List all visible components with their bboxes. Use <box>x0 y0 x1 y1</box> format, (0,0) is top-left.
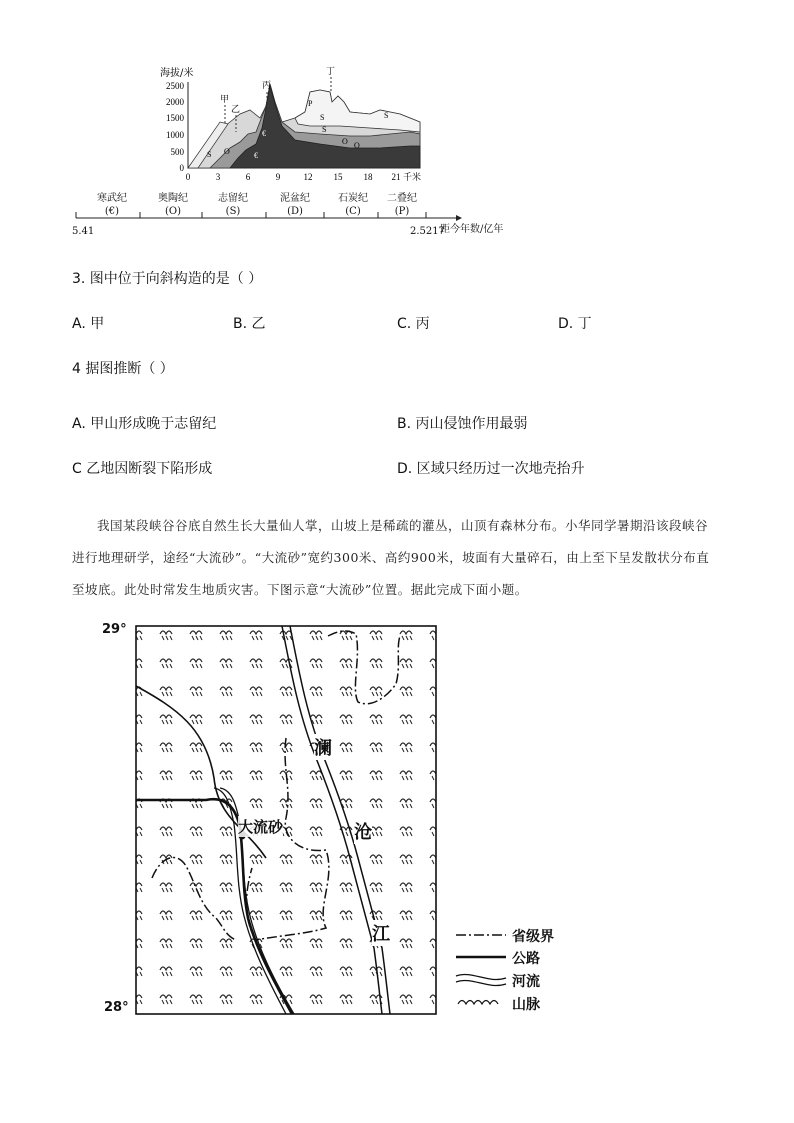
x-tick: 21 <box>391 172 401 182</box>
peak-label-jia: 甲 <box>220 94 230 104</box>
legend-river-symbol <box>456 974 506 985</box>
q4-option-c[interactable]: C 乙地因断裂下陷形成 <box>72 461 213 477</box>
y-tick: 2500 <box>166 81 184 91</box>
strata-mark: S <box>320 113 325 122</box>
legend-label-boundary: 省级界 <box>512 929 554 945</box>
y-axis-label: 海拔/米 <box>160 68 194 79</box>
strata-mark: € <box>262 129 266 138</box>
legend-label-road: 公路 <box>512 951 540 967</box>
x-tick: 18 <box>363 172 373 182</box>
river-char: 沧 <box>354 818 372 844</box>
legend-mountain-symbol <box>458 1001 498 1005</box>
period-ordovician: 奥陶纪 (O) <box>158 193 188 217</box>
map-figure <box>96 618 596 1024</box>
peak-label-ding: 丁 <box>326 66 336 76</box>
x-tick: 15 <box>333 172 343 182</box>
question-4-stem: 4 据图推断（ ） <box>72 361 174 377</box>
lat-bottom-label: 28° <box>104 1000 129 1015</box>
layer-P <box>295 90 420 132</box>
place-label-daliusha: 大流砂 <box>238 818 284 836</box>
x-tick: 9 <box>275 172 281 182</box>
q4-option-a[interactable]: A. 甲山形成晚于志留纪 <box>72 416 217 432</box>
timeline-axis-label: 距今年数/亿年 <box>440 224 504 235</box>
map-frame <box>136 626 436 1014</box>
q4-option-d[interactable]: D. 区域只经历过一次地壳抬升 <box>397 461 585 477</box>
y-tick: 2000 <box>166 97 184 107</box>
strata-mark: O <box>224 147 230 156</box>
y-tick: 0 <box>179 163 184 173</box>
legend-label-river: 河流 <box>512 974 540 990</box>
peak-label-bing: 丙 <box>262 80 272 90</box>
period-cambrian: 寒武纪 (€) <box>97 193 127 217</box>
river-char: 江 <box>372 920 390 946</box>
timeline-start: 5.41 <box>72 226 95 237</box>
q4-option-b[interactable]: B. 丙山侵蚀作用最弱 <box>397 416 528 432</box>
reading-passage: 我国某段峡谷谷底自然生长大量仙人掌，山坡上是稀疏的灌丛，山顶有森林分布。小华同学暑期沿该段峡谷进行地理研学，途经“大流砂”。“大流砂”宽约300米、高约900米，坡面有大量碎石，由上至下呈发散状分布直至坡底。此处时常发生地质灾害。下图示意“大流砂”位置。据此完成下面小题。 <box>72 518 710 597</box>
strata-mark: S <box>207 150 212 159</box>
river-char: 澜 <box>314 734 332 760</box>
y-tick: 500 <box>170 147 184 157</box>
q3-option-a[interactable]: A. 甲 <box>72 316 105 332</box>
question-3-stem: 3. 图中位于向斜构造的是（ ） <box>72 271 263 287</box>
period-devonian: 泥盆纪 (D) <box>280 193 310 217</box>
period-carboniferous: 石炭纪 (C) <box>338 193 368 217</box>
lat-top-label: 29° <box>102 622 127 637</box>
peak-label-yi: 乙 <box>231 104 241 114</box>
x-unit: 千米 <box>403 172 422 182</box>
map-legend <box>452 924 592 1020</box>
geologic-timeline <box>72 190 532 240</box>
x-tick: 0 <box>185 172 191 182</box>
x-tick: 12 <box>303 172 313 182</box>
x-tick: 3 <box>215 172 221 182</box>
strata-mark: S <box>322 125 327 134</box>
strata-mark: O <box>342 137 348 146</box>
y-tick: 1500 <box>166 113 184 123</box>
period-permian: 二叠纪 (P) <box>387 193 417 217</box>
q3-option-d[interactable]: D. 丁 <box>558 316 592 332</box>
timeline-axis <box>72 210 472 224</box>
q3-option-c[interactable]: C. 丙 <box>397 316 430 332</box>
timeline-end: 2.5217 <box>410 226 445 237</box>
strata-mark: € <box>254 151 258 160</box>
x-tick: 6 <box>245 172 251 182</box>
strata-mark: O <box>354 141 360 150</box>
period-silurian: 志留纪 (S) <box>218 193 248 217</box>
q3-option-b[interactable]: B. 乙 <box>233 316 266 332</box>
strata-mark: P <box>308 99 313 108</box>
y-tick: 1000 <box>166 130 184 140</box>
legend-label-mountain: 山脉 <box>512 997 540 1013</box>
strata-mark: S <box>384 111 389 120</box>
